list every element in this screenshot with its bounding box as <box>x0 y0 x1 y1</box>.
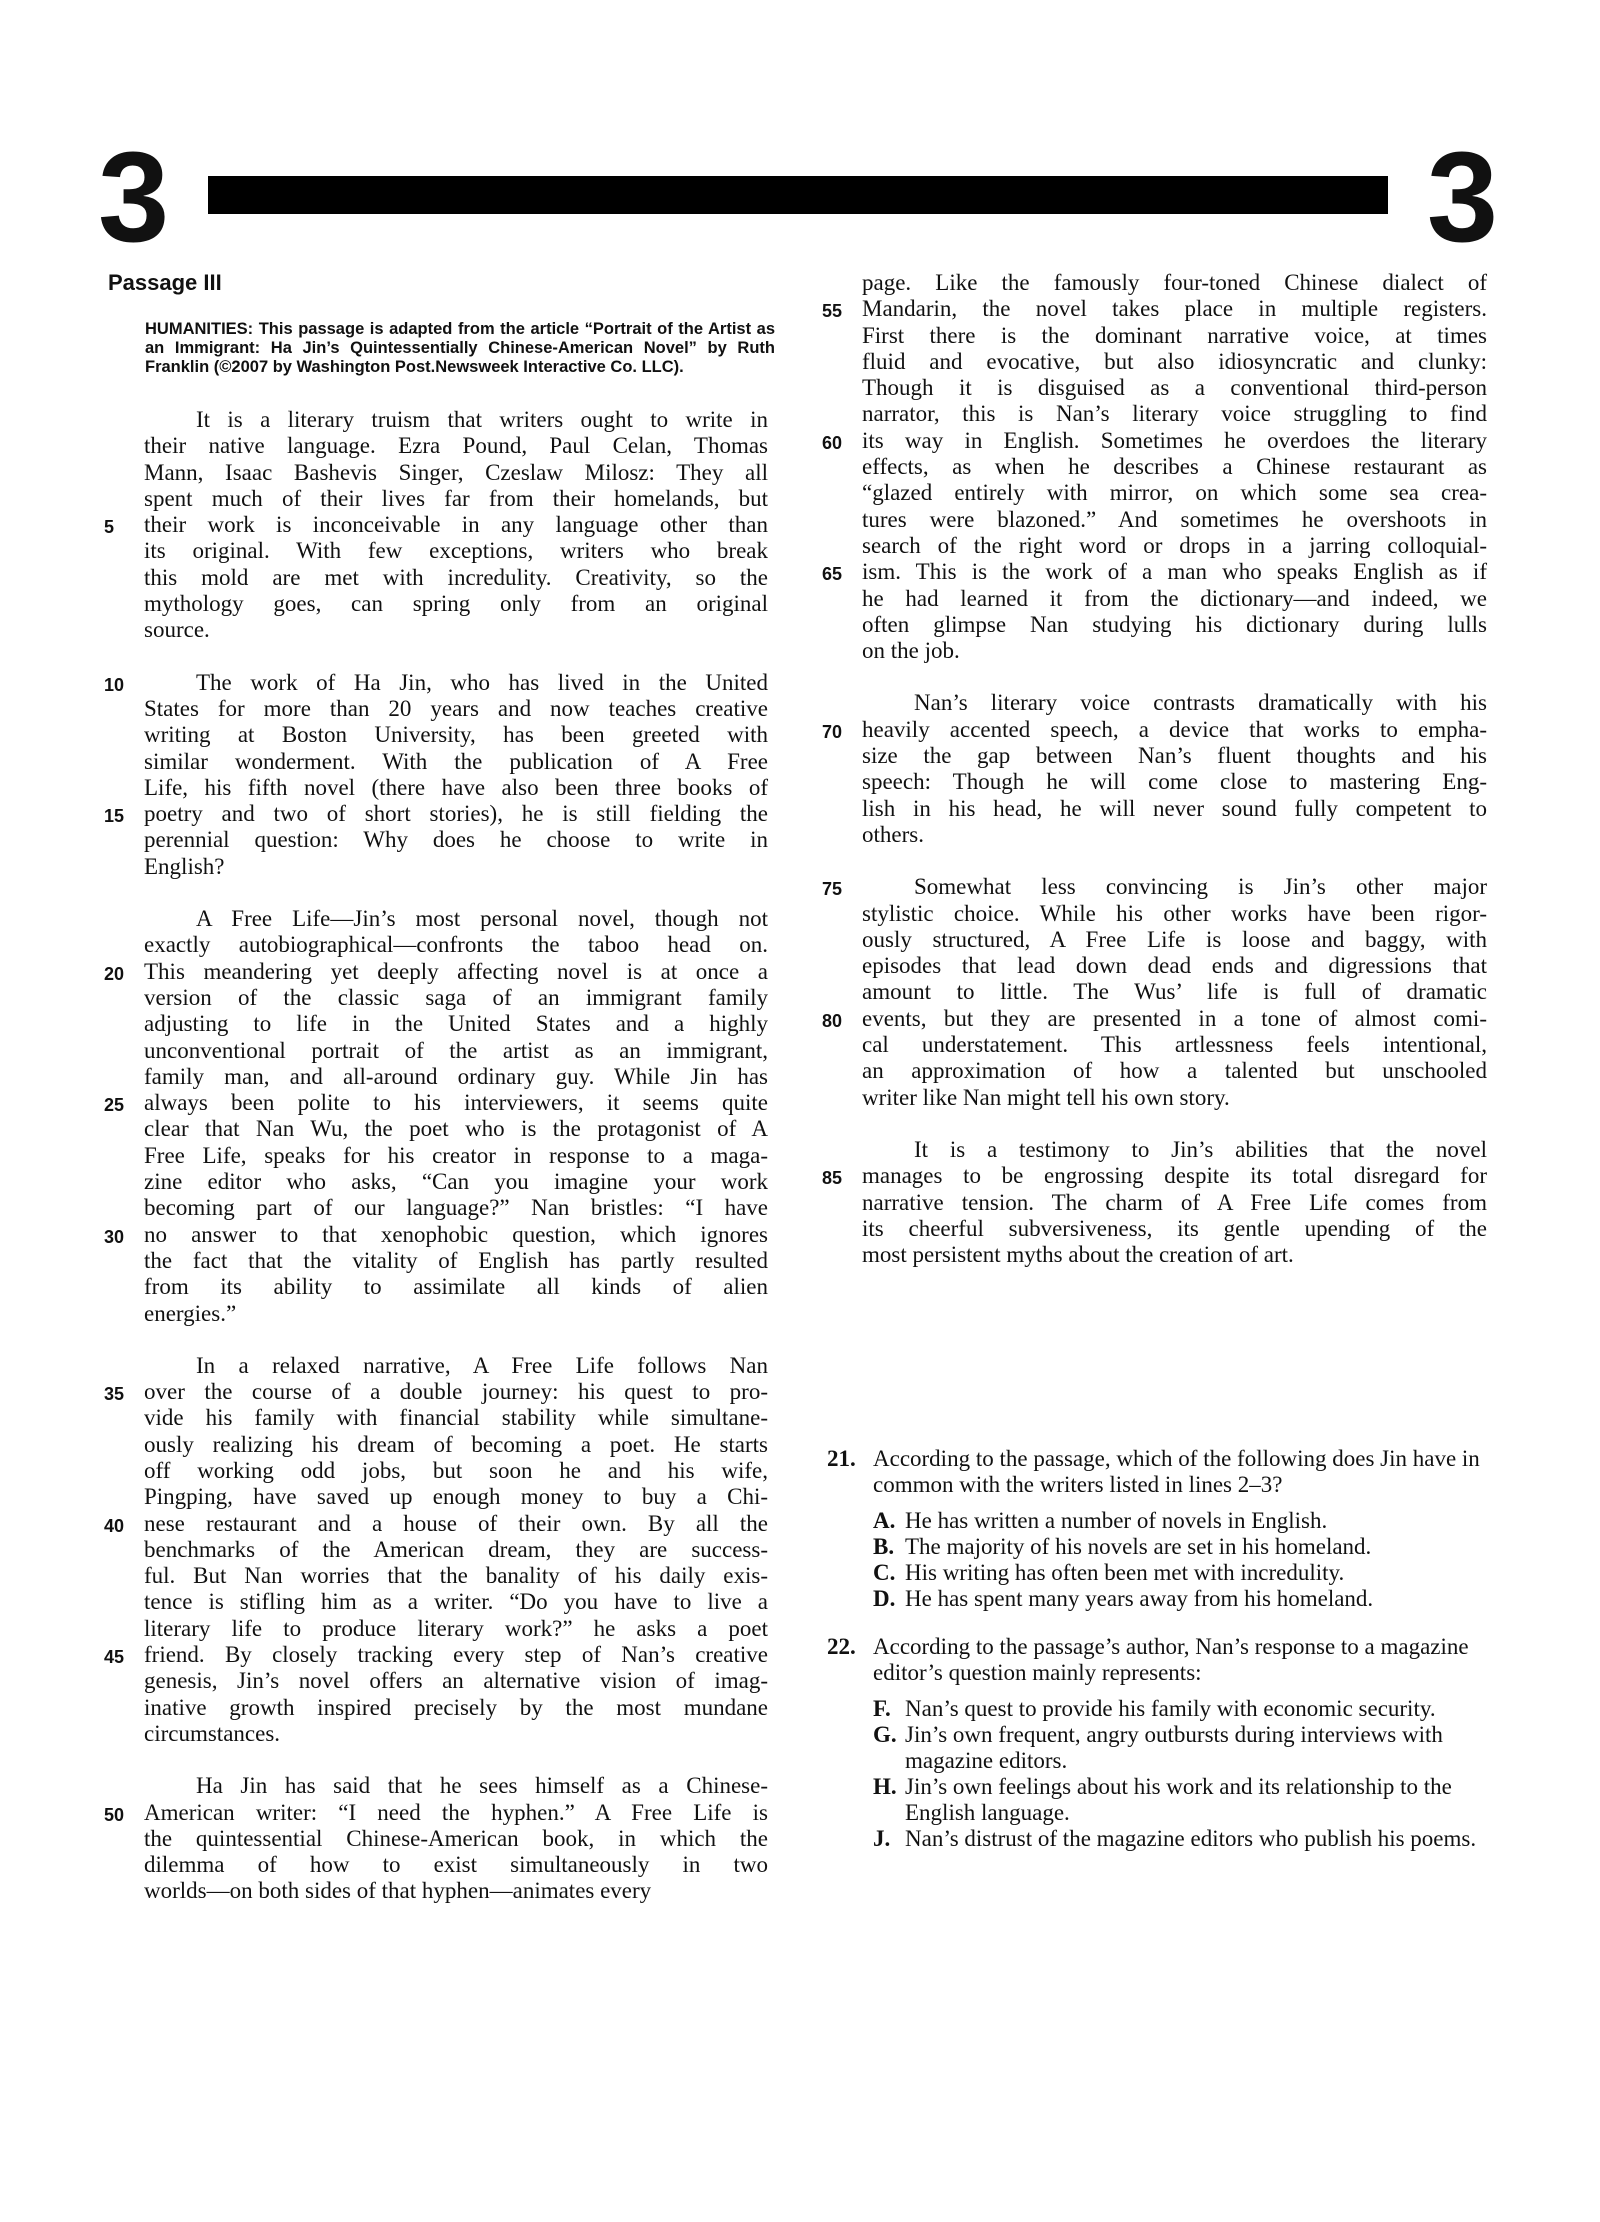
passage-left-text <box>104 407 768 1905</box>
text-line <box>144 1274 768 1300</box>
line-text: episodes that lead down dead ends and digressions that <box>862 953 1487 979</box>
line-number: 35 <box>104 1384 125 1405</box>
line-number: 30 <box>104 1226 125 1247</box>
line-number: 25 <box>104 1095 125 1116</box>
text-line <box>144 617 768 643</box>
text-line <box>862 270 1487 296</box>
question-number: 21. <box>827 1446 856 1471</box>
text-line <box>862 1058 1487 1084</box>
text-line <box>862 507 1487 533</box>
line-text: ful. But Nan worries that the banality of his daily exis- <box>144 1563 768 1589</box>
line-text: Mandarin, the novel takes place in multiple registers. <box>862 296 1487 322</box>
text-line <box>144 1038 768 1064</box>
right-column <box>822 270 1487 1294</box>
line-text: speech: Though he will come close to mastering Eng- <box>862 769 1487 795</box>
text-line <box>144 1353 768 1379</box>
line-text: worlds—on both sides of that hyphen—animates every <box>144 1878 652 1904</box>
line-text: its way in English. Sometimes he overdoes the literary <box>862 427 1487 453</box>
paragraph <box>104 669 768 880</box>
answer-option[interactable] <box>873 1508 1487 1534</box>
paragraph <box>822 874 1487 1111</box>
text-line <box>144 1563 768 1589</box>
line-text: Free Life, speaks for his creator in response to a maga- <box>144 1142 768 1168</box>
questions-section <box>827 1446 1487 1874</box>
line-text: writing at Boston University, has been greeted with <box>144 722 768 748</box>
text-line <box>822 1163 1487 1189</box>
text-line <box>862 690 1487 716</box>
text-line <box>144 1432 768 1458</box>
text-line <box>822 1005 1487 1032</box>
line-number: 65 <box>822 564 843 585</box>
text-line <box>144 1852 768 1878</box>
text-line <box>862 1216 1487 1242</box>
line-text: manages to be engrossing despite its total disregard for <box>862 1163 1487 1189</box>
line-text: spent much of their lives far from their homelands, but <box>144 485 768 511</box>
text-line <box>144 854 768 880</box>
text-line <box>104 1510 768 1537</box>
answer-option[interactable] <box>873 1534 1487 1560</box>
line-text: he had learned it from the dictionary—and indeed, we <box>862 585 1487 611</box>
text-line <box>862 743 1487 769</box>
line-text: becoming part of our language?” Nan bristles: “I have <box>144 1195 768 1221</box>
text-line <box>862 323 1487 349</box>
text-line <box>104 958 768 985</box>
text-line <box>862 375 1487 401</box>
answer-option[interactable] <box>873 1560 1487 1586</box>
header-bar <box>208 176 1388 214</box>
text-line <box>862 586 1487 612</box>
line-text: American writer: “I need the hyphen.” A Free Life is <box>144 1799 768 1825</box>
line-text: adjusting to life in the United States and a highly <box>144 1011 768 1037</box>
text-line <box>144 486 768 512</box>
paragraph <box>104 906 768 1327</box>
option-text: He has written a number of novels in English. <box>905 1508 1328 1533</box>
line-text: Life, his fifth novel (there have also been three books of <box>144 774 768 800</box>
text-line <box>144 1537 768 1563</box>
line-text: tures were blazoned.” And sometimes he overshoots in <box>862 506 1487 532</box>
text-line <box>144 775 768 801</box>
answer-option[interactable] <box>873 1586 1487 1612</box>
option-letter: F. <box>873 1696 891 1721</box>
text-line <box>104 1379 768 1405</box>
text-line <box>822 296 1487 322</box>
text-line <box>144 1301 768 1327</box>
line-text: on the job. <box>862 638 960 664</box>
line-text: Ha Jin has said that he sees himself as a Chinese- <box>196 1773 768 1799</box>
passage-title: Passage III <box>108 270 222 295</box>
line-text: narrator, this is Nan’s literary voice struggling to find <box>862 401 1487 427</box>
line-text: narrative tension. The charm of A Free Life comes from <box>862 1189 1487 1215</box>
text-line <box>862 822 1487 848</box>
text-line <box>144 1878 768 1904</box>
left-column <box>104 270 775 1931</box>
line-text: Though it is disguised as a conventional third-person <box>862 375 1487 401</box>
text-line <box>104 1221 768 1248</box>
text-line <box>144 932 768 958</box>
passage-right-text <box>822 270 1487 1268</box>
line-text: energies.” <box>144 1300 237 1326</box>
line-text: most persistent myths about the creation of art. <box>862 1242 1294 1268</box>
text-line <box>144 1668 768 1694</box>
text-line <box>104 801 768 827</box>
line-text: often glimpse Nan studying his dictionary during lulls <box>862 611 1487 637</box>
line-text: exactly autobiographical—confronts the taboo head on. <box>144 932 768 958</box>
line-number: 5 <box>104 517 115 538</box>
line-text: unconventional portrait of the artist as an immigrant, <box>144 1037 768 1063</box>
text-line <box>104 1090 768 1116</box>
line-number: 20 <box>104 963 125 984</box>
line-text: tence is stifling him as a writer. “Do you have to live a <box>144 1589 768 1615</box>
text-line <box>144 827 768 853</box>
line-text: the fact that the vitality of English has partly resulted <box>144 1247 768 1273</box>
text-line <box>104 669 768 696</box>
text-line <box>144 460 768 486</box>
line-text: page. Like the famously four-toned Chinese dialect of <box>862 270 1487 295</box>
line-text: A Free Life—Jin’s most personal novel, though not <box>196 906 768 932</box>
line-text: their work is inconceivable in any language other than <box>144 512 768 538</box>
line-text: vide his family with financial stability while simultane- <box>144 1405 768 1431</box>
text-line <box>144 1773 768 1799</box>
line-text: similar wonderment. With the publication of A Free <box>144 748 768 774</box>
line-text: In a relaxed narrative, A Free Life follows Nan <box>196 1352 768 1378</box>
text-line <box>822 427 1487 454</box>
text-line <box>144 749 768 775</box>
section-header <box>98 126 1498 269</box>
line-text: effects, as when he describes a Chinese restaurant as <box>862 454 1487 480</box>
question <box>827 1634 1487 1852</box>
text-line <box>144 1589 768 1615</box>
paragraph <box>822 1136 1487 1268</box>
option-letter: D. <box>873 1586 896 1611</box>
option-text: Nan’s quest to provide his family with economic security. <box>905 1696 1436 1721</box>
text-line <box>144 1011 768 1037</box>
line-text: its original. With few exceptions, writers who break <box>144 538 768 564</box>
option-text: His writing has often been met with incredulity. <box>905 1560 1345 1585</box>
line-text: Nan’s literary voice contrasts dramatically with his <box>914 690 1487 716</box>
text-line <box>144 591 768 617</box>
line-text: benchmarks of the American dream, they are success- <box>144 1536 768 1562</box>
text-line <box>144 565 768 591</box>
line-text: family man, and all-around ordinary guy. While Jin has <box>144 1063 768 1089</box>
line-text: ously structured, A Free Life is loose and baggy, with <box>862 926 1487 952</box>
section-number-left: 3 <box>98 126 170 269</box>
option-text: Jin’s own frequent, angry outbursts during interviews with magazine editors. <box>905 1722 1443 1773</box>
answer-options <box>873 1696 1487 1852</box>
paragraph <box>104 1352 768 1747</box>
line-text: “glazed entirely with mirror, on which some sea crea- <box>862 480 1487 506</box>
line-text: genesis, Jin’s novel offers an alternative vision of imag- <box>144 1668 768 1694</box>
text-line <box>144 1064 768 1090</box>
text-line <box>862 480 1487 506</box>
option-letter: A. <box>873 1508 896 1533</box>
line-text: stylistic choice. While his other works have been rigor- <box>862 900 1487 926</box>
text-line <box>862 349 1487 375</box>
line-text: size the gap between Nan’s fluent thoughts and his <box>862 743 1487 769</box>
text-line <box>144 538 768 564</box>
line-text: clear that Nan Wu, the poet who is the protagonist of A <box>144 1116 768 1142</box>
line-text: version of the classic saga of an immigrant family <box>144 984 768 1010</box>
line-text: search of the right word or drops in a jarring colloquial- <box>862 532 1487 558</box>
paragraph <box>822 270 1487 664</box>
line-text: dilemma of how to exist simultaneously in two <box>144 1852 768 1878</box>
line-text: writer like Nan might tell his own story. <box>862 1084 1230 1110</box>
text-line <box>862 796 1487 822</box>
line-text: The work of Ha Jin, who has lived in the United <box>196 669 768 695</box>
paragraph <box>104 1773 768 1904</box>
option-letter: J. <box>873 1826 891 1851</box>
line-number: 15 <box>104 806 125 827</box>
line-text: It is a literary truism that writers ought to write in <box>196 407 768 432</box>
line-text: their native language. Ezra Pound, Paul Celan, Thomas <box>144 433 768 459</box>
line-text: ously realizing his dream of becoming a poet. He starts <box>144 1431 768 1457</box>
line-text: no answer to that xenophobic question, which ignores <box>144 1221 768 1247</box>
line-text: the quintessential Chinese-American book, in which the <box>144 1825 768 1851</box>
line-text: over the course of a double journey: his quest to pro- <box>144 1379 768 1405</box>
text-line <box>862 1032 1487 1058</box>
line-text: others. <box>862 821 924 847</box>
option-letter: G. <box>873 1722 897 1747</box>
text-line <box>144 1116 768 1142</box>
passage-source: HUMANITIES: This passage is adapted from the article “Portrait of the Artist as an Immigrant: Ha Jin’s Quintessentially Chinese-American Novel” by Ruth Franklin (©2007 by Washington Post.Newsweek Interactive Co. LLC). <box>145 320 775 376</box>
text-line <box>144 1826 768 1852</box>
text-line <box>862 953 1487 979</box>
line-text: cal understatement. This artlessness feels intentional, <box>862 1032 1487 1058</box>
text-line <box>144 1484 768 1510</box>
text-line <box>144 407 768 433</box>
answer-option[interactable] <box>873 1826 1487 1852</box>
text-line <box>862 454 1487 480</box>
line-number: 50 <box>104 1804 125 1825</box>
text-line <box>862 533 1487 559</box>
text-line <box>104 512 768 538</box>
line-text: this mold are met with incredulity. Creativity, so the <box>144 564 768 590</box>
line-text: States for more than 20 years and now teaches creative <box>144 695 768 721</box>
line-text: English? <box>144 853 225 879</box>
text-line <box>862 769 1487 795</box>
line-text: an approximation of how a talented but unschooled <box>862 1058 1487 1084</box>
question-stem <box>827 1634 1487 1686</box>
line-text: ism. This is the work of a man who speaks English as if <box>862 559 1487 585</box>
line-text: zine editor who asks, “Can you imagine your work <box>144 1169 768 1195</box>
line-number: 70 <box>822 721 843 742</box>
text-line <box>144 1458 768 1484</box>
line-number: 75 <box>822 879 843 900</box>
option-text: Jin’s own feelings about his work and its relationship to the English language. <box>905 1774 1452 1825</box>
text-line <box>144 1195 768 1221</box>
text-line <box>862 1190 1487 1216</box>
line-text: friend. By closely tracking every step of Nan’s creative <box>144 1642 768 1668</box>
text-line <box>144 985 768 1011</box>
text-line <box>104 1642 768 1668</box>
text-line <box>862 901 1487 927</box>
text-line <box>862 927 1487 953</box>
question-stem <box>827 1446 1487 1498</box>
line-text: amount to little. The Wus’ life is full of dramatic <box>862 979 1487 1005</box>
option-letter: C. <box>873 1560 896 1585</box>
text-line <box>144 433 768 459</box>
line-text: fluid and evocative, but also idiosyncratic and clunky: <box>862 348 1487 374</box>
line-text: always been polite to his interviewers, it seems quite <box>144 1090 768 1116</box>
question <box>827 1446 1487 1612</box>
section-number-right: 3 <box>1426 126 1498 269</box>
line-text: poetry and two of short stories), he is still fielding the <box>144 801 768 827</box>
text-line <box>144 722 768 748</box>
paragraph <box>104 407 768 644</box>
line-text: source. <box>144 617 210 643</box>
line-text: off working odd jobs, but soon he and his wife, <box>144 1457 768 1483</box>
line-number: 55 <box>822 301 843 322</box>
answer-options <box>873 1508 1487 1612</box>
text-line <box>822 716 1487 743</box>
line-text: inative growth inspired precisely by the most mundane <box>144 1694 768 1720</box>
line-number: 45 <box>104 1647 125 1668</box>
option-letter: H. <box>873 1774 897 1799</box>
line-text: literary life to produce literary work?” he asks a poet <box>144 1615 768 1641</box>
question-number: 22. <box>827 1634 856 1659</box>
line-text: mythology goes, can spring only from an original <box>144 591 768 617</box>
answer-option[interactable] <box>873 1774 1487 1826</box>
text-line <box>862 401 1487 427</box>
option-text: Nan’s distrust of the magazine editors who publish his poems. <box>905 1826 1477 1851</box>
line-text: Pingping, have saved up enough money to buy a Chi- <box>144 1484 768 1510</box>
answer-option[interactable] <box>873 1722 1487 1774</box>
text-line <box>144 1169 768 1195</box>
question-text: According to the passage, which of the following does Jin have in common with the writers listed in lines 2–3? <box>873 1446 1480 1497</box>
answer-option[interactable] <box>873 1696 1487 1722</box>
line-number: 80 <box>822 1010 843 1031</box>
line-text: events, but they are presented in a tone of almost comi- <box>862 1005 1487 1031</box>
line-text: its cheerful subversiveness, its gentle upending of the <box>862 1215 1487 1241</box>
option-text: He has spent many years away from his homeland. <box>905 1586 1374 1611</box>
line-number: 10 <box>104 674 125 695</box>
text-line <box>144 1721 768 1747</box>
text-line <box>144 1695 768 1721</box>
line-text: from its ability to assimilate all kinds of alien <box>144 1274 768 1300</box>
line-text: circumstances. <box>144 1720 281 1746</box>
question-text: According to the passage’s author, Nan’s response to a magazine editor’s question mainly represents: <box>873 1634 1469 1685</box>
line-number: 40 <box>104 1515 125 1536</box>
text-line <box>862 979 1487 1005</box>
text-line <box>862 1242 1487 1268</box>
line-text: It is a testimony to Jin’s abilities that the novel <box>914 1136 1487 1162</box>
text-line <box>144 696 768 722</box>
text-line <box>144 1616 768 1642</box>
line-number: 60 <box>822 432 843 453</box>
option-letter: B. <box>873 1534 895 1559</box>
text-line <box>862 1137 1487 1163</box>
text-line <box>862 1085 1487 1111</box>
text-line <box>144 1405 768 1431</box>
text-line <box>104 1799 768 1826</box>
line-text: First there is the dominant narrative voice, at times <box>862 322 1487 348</box>
line-text: heavily accented speech, a device that works to empha- <box>862 716 1487 742</box>
line-text: Somewhat less convincing is Jin’s other major <box>914 874 1487 900</box>
paragraph <box>822 690 1487 848</box>
line-text: lish in his head, he will never sound fully competent to <box>862 795 1487 821</box>
option-text: The majority of his novels are set in his homeland. <box>905 1534 1372 1559</box>
text-line <box>144 1248 768 1274</box>
line-text: This meandering yet deeply affecting novel is at once a <box>144 958 768 984</box>
text-line <box>862 638 1487 664</box>
text-line <box>822 874 1487 900</box>
text-line <box>822 559 1487 585</box>
line-text: Mann, Isaac Bashevis Singer, Czeslaw Milosz: They all <box>144 459 768 485</box>
text-line <box>862 612 1487 638</box>
line-text: perennial question: Why does he choose to write in <box>144 827 768 853</box>
line-text: nese restaurant and a house of their own. By all the <box>144 1510 768 1536</box>
text-line <box>144 1143 768 1169</box>
line-number: 85 <box>822 1168 843 1189</box>
text-line <box>144 906 768 932</box>
